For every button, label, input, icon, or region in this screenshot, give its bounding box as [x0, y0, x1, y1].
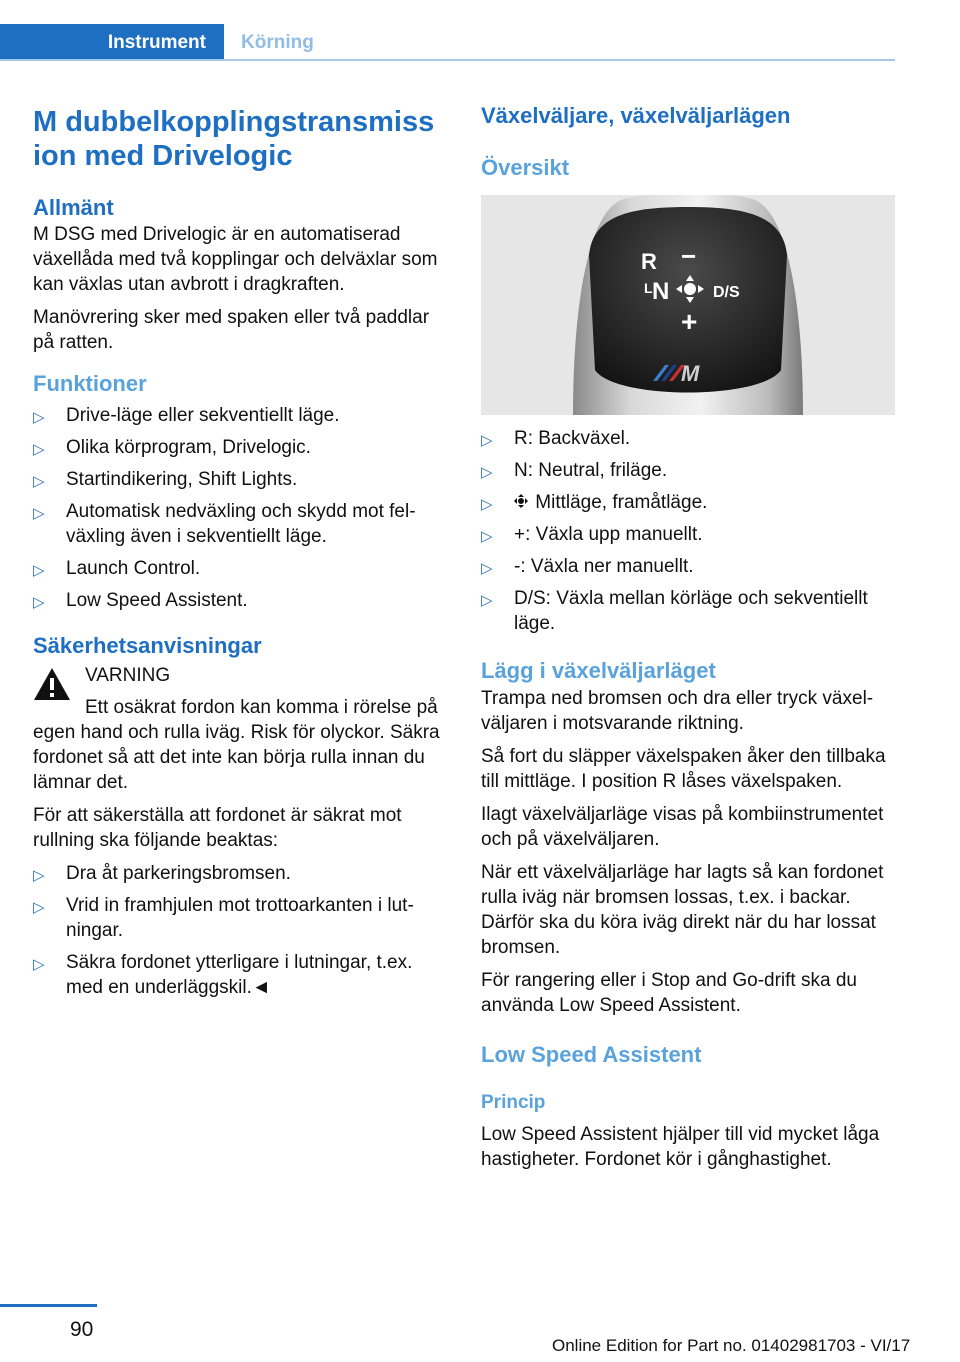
allmant-text-2: Manövrering sker med spaken eller två paddlar på ratten. — [33, 307, 430, 353]
center-position-icon — [684, 283, 696, 295]
triangle-bullet-icon: ▷ — [481, 432, 493, 449]
list-item: ▷ Launch Control. — [33, 556, 448, 581]
list-item: ▷ N: Neutral, friläge. — [481, 458, 895, 483]
list-item: ▷ Vrid in framhjulen mot trottoarkanten i lutningar. — [33, 895, 414, 941]
gear-shifter-image — [481, 195, 895, 415]
shifter-n-label: N — [652, 278, 670, 305]
list-item: ▷ Automatisk nedväxling och skydd mot felväxling även i sekventiellt läge. — [33, 501, 416, 547]
lsa-text: Low Speed Assistent hjälper till vid mycket låga hastigheter. Fordonet kör i gånghastighet. — [481, 1124, 880, 1170]
warning-text: Ett osäkrat fordon kan komma i rörelse på egen hand och rulla iväg. Risk för olyckor. Säkra fordonet så att det inte kan börja rulla innan du lämnar det. — [33, 697, 440, 793]
svg-text:M: M — [681, 361, 700, 386]
triangle-bullet-icon: ▷ — [33, 441, 45, 458]
right-column-lower — [481, 426, 895, 1172]
triangle-bullet-icon: ▷ — [481, 592, 493, 609]
lagg-text-1: Trampa ned bromsen och dra eller tryck växelväljaren i motsvarande riktning. — [481, 688, 874, 734]
section-title: M dubbelkopplingstransmiss ion med Drivelogic — [33, 106, 435, 172]
triangle-bullet-icon: ▷ — [481, 528, 493, 545]
warning-triangle-icon — [33, 667, 71, 701]
list-item: ▷ Dra åt parkeringsbromsen. — [33, 861, 448, 886]
lagg-heading: Lägg i växelväljarläget — [481, 658, 716, 683]
list-item: ▷ Mittläge, framåtläge. — [481, 490, 895, 515]
warning-block — [33, 663, 448, 795]
page-number: 90 — [70, 1318, 94, 1341]
shifter-ds-label: D/S — [713, 284, 740, 301]
lagg-text-4: När ett växelväljarläge har lagts så kan fordonet rulla iväg när bromsen lossas, t.ex. i backar. Därför ska du köra iväg direkt när du har lossat bromsen. — [481, 862, 884, 958]
left-column — [33, 100, 448, 1000]
list-item: ▷ -: Växla ner manuellt. — [481, 554, 895, 579]
tab-instrument[interactable] — [0, 24, 224, 61]
triangle-bullet-icon: ▷ — [33, 409, 45, 426]
triangle-bullet-icon: ▷ — [481, 464, 493, 481]
shifter-l-label: L — [644, 280, 653, 296]
list-item: ▷ Low Speed Assistent. — [33, 588, 448, 613]
princip-heading: Princip — [481, 1092, 546, 1113]
triangle-bullet-icon: ▷ — [33, 594, 45, 611]
list-item: ▷ Olika körprogram, Drivelogic. — [33, 435, 448, 460]
funktioner-heading: Funktioner — [33, 371, 147, 396]
triangle-bullet-icon: ▷ — [33, 956, 45, 973]
triangle-bullet-icon: ▷ — [481, 496, 493, 513]
sakerhet-text: För att säkerställa att fordonet är säkrat mot rullning ska följande beaktas: — [33, 805, 402, 851]
tabbar-divider — [0, 59, 895, 61]
list-item: ▷ Säkra fordonet ytterligare i lutningar, t.ex. med en underläggskil.◄ — [33, 952, 413, 998]
list-item: ▷ R: Backväxel. — [481, 426, 895, 451]
triangle-bullet-icon: ▷ — [33, 899, 45, 916]
list-item: ▷ D/S: Växla mellan körläge och sekventiellt läge. — [481, 588, 868, 634]
gear-selector-heading: Växelväljare, växelväljarlägen — [481, 103, 791, 128]
allmant-heading: Allmänt — [33, 195, 114, 220]
shifter-plus-label: + — [681, 306, 698, 337]
right-column — [481, 100, 895, 181]
triangle-bullet-icon: ▷ — [33, 562, 45, 579]
footer-edition: Online Edition for Part no. 01402981703 - VI/17 — [552, 1336, 911, 1355]
oversikt-heading: Översikt — [481, 155, 570, 180]
triangle-bullet-icon: ▷ — [33, 473, 45, 490]
shifter-minus-label: − — [681, 241, 697, 271]
lagg-text-2: Så fort du släpper växelspaken åker den tillbaka till mittläge. I position R låses växelspaken. — [481, 746, 886, 792]
sakerhet-heading: Säkerhetsanvisningar — [33, 633, 262, 658]
tab-instrument-label: Instrument — [107, 32, 206, 53]
list-item: ▷ +: Växla upp manuellt. — [481, 522, 895, 547]
shifter-r-label: R — [641, 249, 657, 274]
sakerhet-list — [33, 861, 448, 1000]
funktioner-list — [33, 403, 448, 613]
allmant-text-1: M DSG med Drivelogic är en automatiserad växellåda med två kopplingar och delväxlar som kan växlas utan avbrott i dragkraften. — [33, 224, 438, 295]
list-item: ▷ Drive-läge eller sekventiellt läge. — [33, 403, 448, 428]
lagg-text-5: För rangering eller i Stop and Go-drift ska du använda Low Speed Assistent. — [481, 970, 857, 1016]
list-item: ▷ Startindikering, Shift Lights. — [33, 467, 448, 492]
triangle-bullet-icon: ▷ — [33, 505, 45, 522]
triangle-bullet-icon: ▷ — [33, 867, 45, 884]
gear-shifter-illustration — [481, 195, 895, 415]
tab-korning[interactable]: Körning — [241, 32, 314, 53]
header-tabbar — [0, 24, 895, 61]
footer-accent-line — [0, 1304, 97, 1307]
warning-label: VARNING — [85, 665, 171, 686]
triangle-bullet-icon: ▷ — [481, 560, 493, 577]
lsa-heading: Low Speed Assistent — [481, 1042, 702, 1067]
lagg-text-3: Ilagt växelväljarläge visas på kombiinstrumentet och på växelväljaren. — [481, 804, 884, 850]
center-position-icon — [514, 490, 530, 515]
gear-positions-list — [481, 426, 895, 636]
